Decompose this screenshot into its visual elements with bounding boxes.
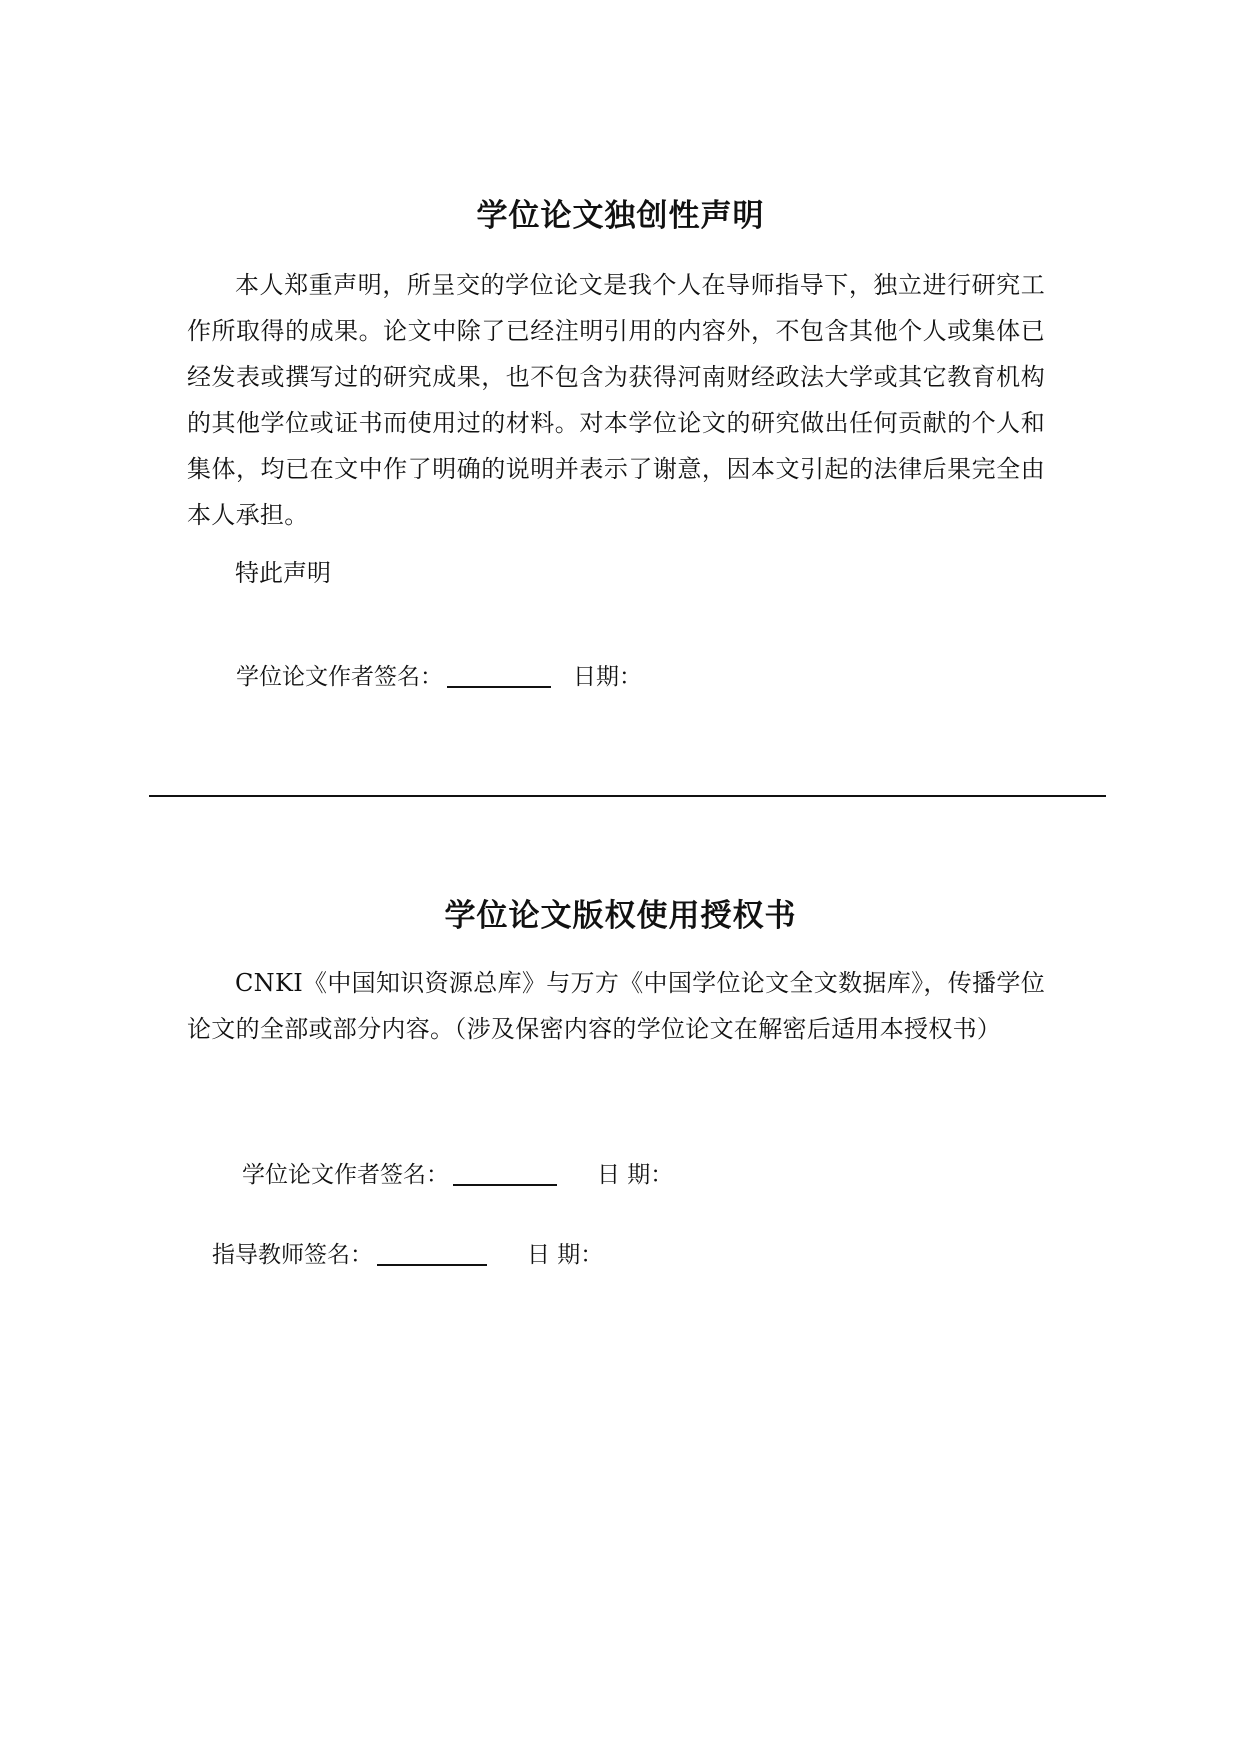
originality-declaration-paragraph: 本人郑重声明，所呈交的学位论文是我个人在导师指导下，独立进行研究工作所取得的成果。论文中除了已经注明引用的内容外，不包含其他个人或集体已经发表或撰写过的研究成果，也不包含为获得河南财经政法大学或其它教育机构的其他学位或证书而使用过的材料。对本学位论文的研究做出任何贡献的个人和集体，均已在文中作了明确的说明并表示了谢意，因本文引起的法律后果完全由本人承担。	[187, 271, 1045, 529]
advisor-signature-row	[212, 1240, 603, 1270]
section-divider	[149, 795, 1106, 797]
author-signature-row	[236, 662, 642, 692]
date-label: 日期：	[573, 664, 642, 690]
author-signature-blank-2[interactable]	[453, 1160, 557, 1186]
copyright-authorization-title: 学位论文版权使用授权书	[444, 898, 797, 934]
advisor-signature-blank[interactable]	[377, 1240, 487, 1266]
author-signature-blank[interactable]	[447, 662, 551, 688]
copyright-authorization-paragraph: CNKI《中国知识资源总库》与万方《中国学位论文全文数据库》，传播学位论文的全部或部分内容。（涉及保密内容的学位论文在解密后适用本授权书）	[187, 969, 1045, 1043]
advisor-signature-label: 指导教师签名：	[212, 1242, 373, 1268]
advisor-date-label: 日 期：	[527, 1242, 604, 1268]
author-signature-row-2	[242, 1160, 673, 1190]
author-signature-label-2: 学位论文作者签名：	[242, 1162, 449, 1188]
declaration-closing: 特此声明	[235, 559, 331, 587]
author-signature-label: 学位论文作者签名：	[236, 664, 443, 690]
originality-declaration-title: 学位论文独创性声明	[476, 198, 765, 234]
author-date-label: 日 期：	[597, 1162, 674, 1188]
